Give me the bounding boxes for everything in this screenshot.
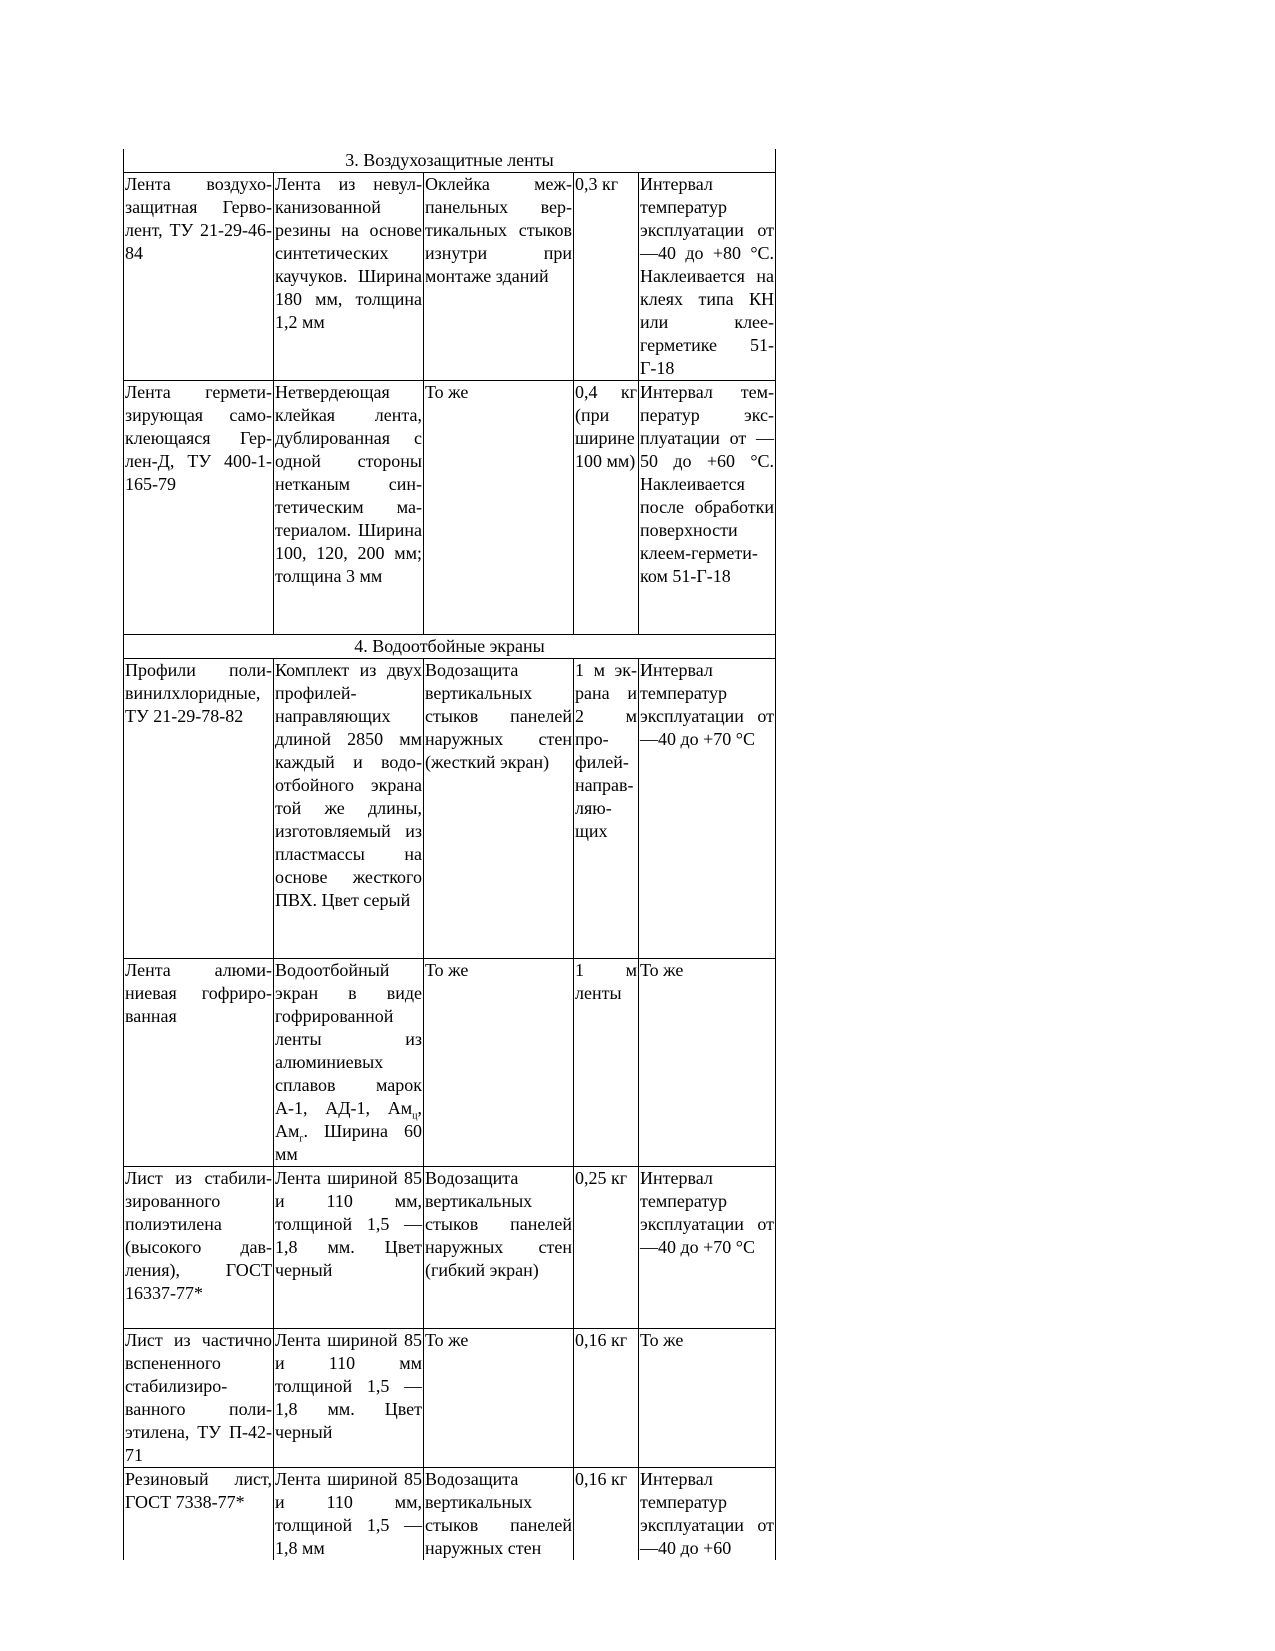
material-notes-cell: Интервал температур эксплуатации от —40 до +80 °С. Наклеивается на клеях типа КН или клее-герметике 51-Г-18 [639, 173, 776, 381]
material-description-cell: Нетвердеющая клейкая лента, дублированная с одной стороны нетканым синтетическим материалом. Ширина 100, 120, 200 мм; толщина 3 мм [274, 381, 424, 635]
subscript-g: г [299, 1133, 304, 1145]
material-name-cell: Лист из частично вспененного стабилизированного полиэтилена, ТУ П-42-71 [124, 1329, 274, 1468]
table-row [124, 1468, 776, 1561]
material-purpose-cell: То же [424, 1329, 574, 1468]
table-row [124, 959, 776, 1167]
description-text: Водоотбойный экран в виде гофрированной ленты из алюминиевых сплавов марок А-1, АД-1, Ам [275, 960, 422, 1118]
material-description-cell: Комплект из двух профилей-направляющих длиной 2850 мм каждый и водоотбойного экрана той же длины, изготовляемый из пластмассы на основе жесткого ПВХ. Цвет серый [274, 659, 424, 959]
material-description-cell: Лента из невулканизованной резины на основе синтетических каучуков. Ширина 180 мм, толщина 1,2 мм [274, 173, 424, 381]
material-purpose-cell: Оклейка межпанельных вертикальных стыков изнутри при монтаже зданий [424, 173, 574, 381]
material-description-cell: Лента шириной 85 и 110 мм, толщиной 1,5 — 1,8 мм [275, 1469, 422, 1558]
table-row [124, 1329, 776, 1468]
section-header-row [124, 635, 776, 659]
description-text: . Ширина 60 мм [275, 1121, 422, 1164]
material-purpose-cell: Водозащита вертикальных стыков панелей наружных стен (гибкий экран) [424, 1167, 574, 1329]
table-row [124, 659, 776, 959]
material-notes-cell: Интервал температур эксплуатации от —50 до +60 °С. Наклеивается после обработки поверхности клеем-герметиком 51-Г-18 [639, 381, 776, 635]
table-row [124, 381, 776, 635]
description-text: , Ам [275, 1098, 422, 1141]
material-purpose-cell: Водозащита вертикальных стыков панелей наружных стен (жесткий экран) [424, 659, 574, 959]
material-purpose-cell: Водозащита вертикальных стыков панелей наружных стен [425, 1469, 572, 1558]
material-notes-cell: Интервал температур эксплуатации от —40 до +70 °С [639, 659, 776, 959]
material-purpose-cell: То же [424, 381, 574, 635]
section-header-row [124, 149, 776, 173]
material-name-cell: Профили поливинилхлоридные, ТУ 21-29-78-82 [124, 659, 274, 959]
section-title: 4. Водоотбойные экраны [124, 635, 776, 659]
material-name-cell: Лист из стабилизированного полиэтилена (высокого давления), ГОСТ 16337-77* [124, 1167, 274, 1329]
material-name-cell: Лента герметизирующая самоклеющаяся Герлен-Д, ТУ 400-1-165-79 [124, 381, 274, 635]
material-description-cell [274, 959, 424, 1167]
section-title: 3. Воздухозащитные ленты [124, 149, 776, 173]
material-notes-cell: Интервал температур эксплуатации от —40 до +70 °С [639, 1167, 776, 1329]
material-consumption-cell: 0,16 кг [574, 1329, 639, 1468]
table-row [124, 173, 776, 381]
material-consumption-cell: 1 м экрана и 2 м профилей-направляющих [574, 659, 639, 959]
material-purpose-cell: То же [424, 959, 574, 1167]
material-notes-cell: Интервал температур эксплуатации от —40 до +60 [640, 1469, 775, 1558]
table-row [124, 1167, 776, 1329]
material-consumption-cell: 0,4 кг (при ширине 100 мм) [574, 381, 639, 635]
material-name-cell: Резиновый лист, ГОСТ 7338-77* [124, 1468, 274, 1561]
subscript-c: ц [412, 1110, 418, 1122]
material-description-cell: Лента шириной 85 и 110 мм, толщиной 1,5 — 1,8 мм. Цвет черный [274, 1167, 424, 1329]
material-notes-cell: То же [639, 959, 776, 1167]
materials-table [123, 149, 776, 1560]
material-consumption-cell: 0,3 кг [574, 173, 639, 381]
material-consumption-cell: 0,25 кг [574, 1167, 639, 1329]
material-consumption-cell: 0,16 кг [574, 1468, 639, 1561]
material-description-cell: Лента шириной 85 и 110 мм толщиной 1,5 — 1,8 мм. Цвет черный [274, 1329, 424, 1468]
material-name-cell: Лента алюминиевая гофрированная [124, 959, 274, 1167]
material-notes-cell: То же [639, 1329, 776, 1468]
material-name-cell: Лента воздухозащитная Герволент, ТУ 21-29-46-84 [124, 173, 274, 381]
material-consumption-cell: 1 м ленты [574, 959, 639, 1167]
